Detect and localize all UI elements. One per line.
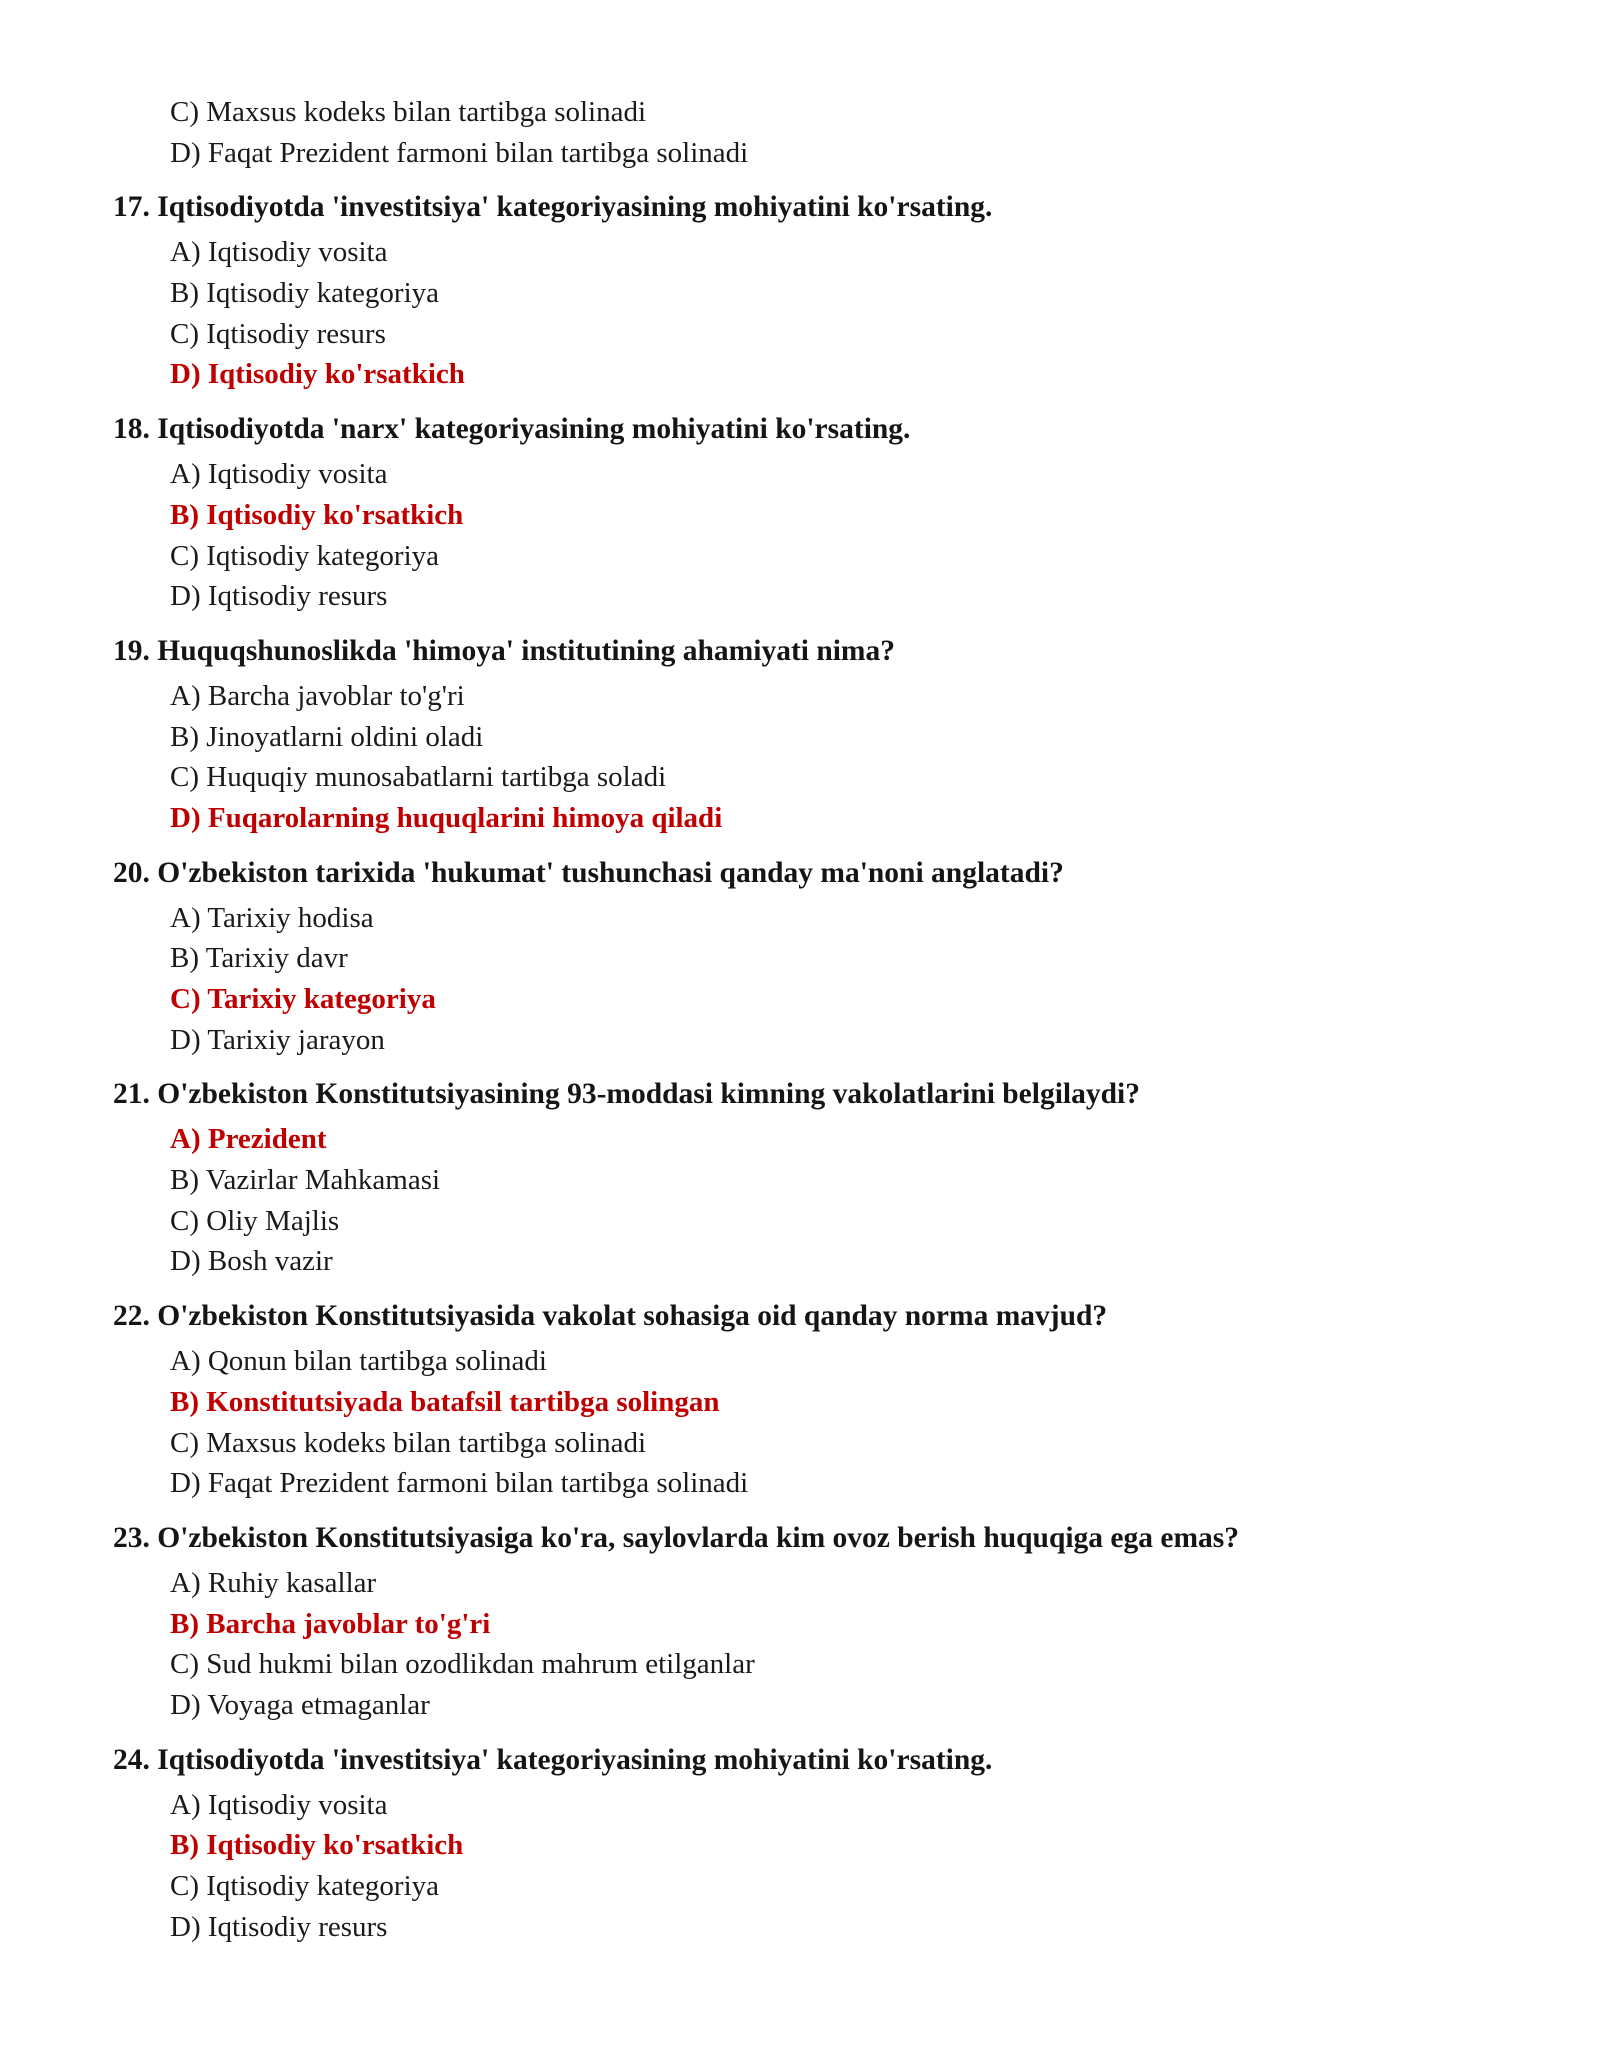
quiz-document [0,92,1600,1947]
answer-option: B) Tarixiy davr [170,942,348,975]
answer-option-correct: B) Iqtisodiy ko'rsatkich [170,498,464,531]
answer-option: A) Barcha javoblar to'g'ri [170,679,465,712]
answer-option: A) Iqtisodiy vosita [170,458,388,491]
question-text: 20. O'zbekiston tarixida 'hukumat' tushunchasi qanday ma'noni anglatadi? [113,856,1064,889]
answer-option: D) Bosh vazir [170,1245,333,1278]
question-list [0,187,1600,1947]
answer-option: D) Voyaga etmaganlar [170,1688,430,1721]
answer-option: C) Maxsus kodeks bilan tartibga solinadi [170,1426,647,1459]
answer-option-correct: B) Konstitutsiyada batafsil tartibga solingan [170,1385,720,1418]
answer-option: D) Faqat Prezident farmoni bilan tartibga solinadi [170,1467,749,1500]
answer-option: A) Iqtisodiy vosita [170,236,388,269]
question-block [0,631,1600,839]
answer-option-correct: C) Tarixiy kategoriya [170,983,436,1015]
answer-option: B) Vazirlar Mahkamasi [170,1164,441,1197]
answer-option: C) Oliy Majlis [170,1204,340,1237]
question-text: 24. Iqtisodiyotda 'investitsiya' kategoriyasining mohiyatini ko'rsating. [113,1743,993,1776]
answer-option-correct: D) Fuqarolarning huquqlarini himoya qiladi [170,801,723,834]
answer-option-correct: B) Barcha javoblar to'g'ri [170,1607,491,1640]
answer-option: A) Iqtisodiy vosita [170,1788,388,1821]
answer-option: D) Iqtisodiy resurs [170,580,388,613]
question-block [0,1740,1600,1948]
answer-option-correct: A) Prezident [170,1123,327,1156]
question-block [0,1296,1600,1504]
answer-option: C) Sud hukmi bilan ozodlikdan mahrum etilganlar [170,1648,755,1681]
answer-option: B) Jinoyatlarni oldini oladi [170,720,484,753]
answer-option: A) Tarixiy hodisa [170,901,374,934]
answer-option: C) Iqtisodiy kategoriya [170,1870,440,1902]
answer-option: C) Maxsus kodeks bilan tartibga solinadi [170,96,647,128]
answer-option: C) Iqtisodiy resurs [170,317,386,350]
question-text: 18. Iqtisodiyotda 'narx' kategoriyasining mohiyatini ko'rsating. [113,413,911,446]
answer-option: D) Tarixiy jarayon [170,1023,385,1056]
question-block [0,187,1600,395]
answer-option-correct: D) Iqtisodiy ko'rsatkich [170,358,465,391]
question-text: 19. Huquqshunoslikda 'himoya' institutining ahamiyati nima? [113,634,896,667]
answer-option: C) Iqtisodiy kategoriya [170,539,440,572]
question-text: 21. O'zbekiston Konstitutsiyasining 93-moddasi kimning vakolatlarini belgilaydi? [113,1078,1140,1111]
answer-option: C) Huquqiy munosabatlarni tartibga soladi [170,761,667,794]
question-block [0,1074,1600,1282]
question-block [0,409,1600,617]
answer-option: D) Faqat Prezident farmoni bilan tartibga solinadi [170,136,749,169]
question-block [0,1518,1600,1726]
answer-option: D) Iqtisodiy resurs [170,1910,388,1943]
answer-option: A) Qonun bilan tartibga solinadi [170,1345,547,1378]
answer-option: B) Iqtisodiy kategoriya [170,277,440,310]
question-block [0,853,1600,1061]
answer-option-correct: B) Iqtisodiy ko'rsatkich [170,1829,464,1862]
question-text: 22. O'zbekiston Konstitutsiyasida vakolat sohasiga oid qanday norma mavjud? [113,1300,1108,1333]
question-text: 23. O'zbekiston Konstitutsiyasiga ko'ra, saylovlarda kim ovoz berish huquqiga ega emas? [113,1521,1240,1554]
answer-option: A) Ruhiy kasallar [170,1566,377,1599]
previous-question-continuation [0,92,1600,173]
question-text: 17. Iqtisodiyotda 'investitsiya' kategoriyasining mohiyatini ko'rsating. [113,191,993,224]
